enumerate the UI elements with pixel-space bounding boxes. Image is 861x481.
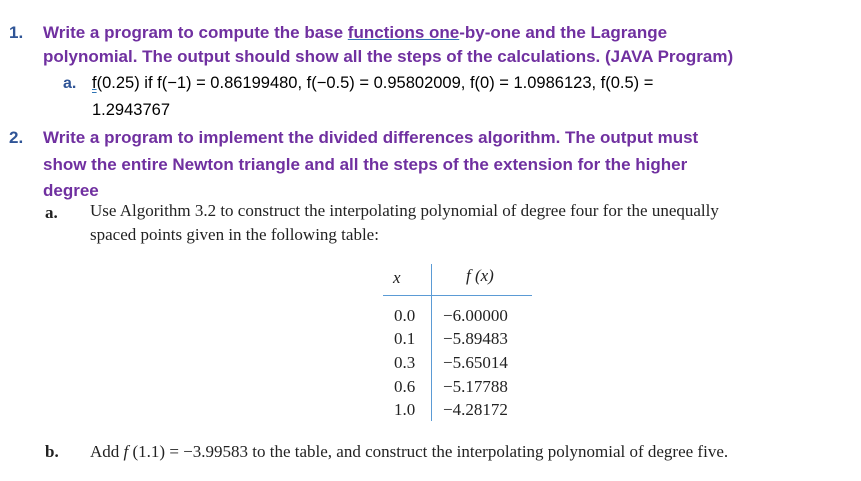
- q1-line1-post: -by-one and the Lagrange: [459, 23, 668, 42]
- table-cell-fx: −5.17788: [443, 377, 508, 396]
- q1-link-text: functions one: [347, 23, 460, 42]
- q1-line1-pre: Write a program to compute the base: [43, 23, 348, 42]
- q2-heading-line2: show the entire Newton triangle and all the steps of the extension for the higher: [43, 155, 688, 174]
- table-header-rule: [383, 295, 532, 296]
- table-cell-x: 0.3: [394, 353, 416, 372]
- table-cell-x: 1.0: [394, 400, 416, 419]
- table-cell-fx: −5.89483: [443, 329, 508, 348]
- q1-heading-line2: polynomial. The output should show all the steps of the calculations. (JAVA Program): [43, 47, 734, 66]
- q2a-line1: Use Algorithm 3.2 to construct the interpolating polynomial of degree four for the unequally: [90, 201, 719, 220]
- q1-heading-line1: [43, 23, 667, 43]
- table-cell-fx: −5.65014: [443, 353, 508, 372]
- table-cell-fx: −6.00000: [443, 306, 508, 325]
- q2b-f-symbol: f: [123, 442, 129, 461]
- q2a-line2: spaced points given in the following table:: [90, 225, 379, 244]
- q1a-label: a.: [63, 75, 77, 92]
- q2b-text-pre: Add: [90, 442, 124, 461]
- q1a-line2: 1.2943767: [92, 101, 170, 119]
- q1a-line1: [92, 74, 653, 93]
- q1a-f: f: [92, 74, 97, 92]
- q1a-line1-rest: (0.25) if f(−1) = 0.86199480, f(−0.5) = 0.95802009, f(0) = 1.0986123, f(0.5) =: [96, 74, 654, 92]
- table-cell-fx: −4.28172: [443, 400, 508, 419]
- table-column-rule: [431, 264, 432, 421]
- table-cell-x: 0.0: [394, 306, 416, 325]
- q2-number: 2.: [9, 128, 24, 147]
- table-header-x: x: [393, 268, 401, 287]
- q1-number: 1.: [9, 23, 24, 42]
- q2b-text-post: (1.1) = −3.99583 to the table, and construct the interpolating polynomial of degree five.: [128, 442, 729, 461]
- table-header-fx: f (x): [466, 266, 494, 285]
- q2-heading-line1: Write a program to implement the divided differences algorithm. The output must: [43, 128, 699, 147]
- table-cell-x: 0.6: [394, 377, 416, 396]
- q2b-label: b.: [45, 442, 59, 461]
- table-cell-x: 0.1: [394, 329, 416, 348]
- q2b-text: [90, 442, 728, 462]
- q2a-label: a.: [45, 203, 58, 222]
- q2-heading-line3: degree: [43, 181, 99, 200]
